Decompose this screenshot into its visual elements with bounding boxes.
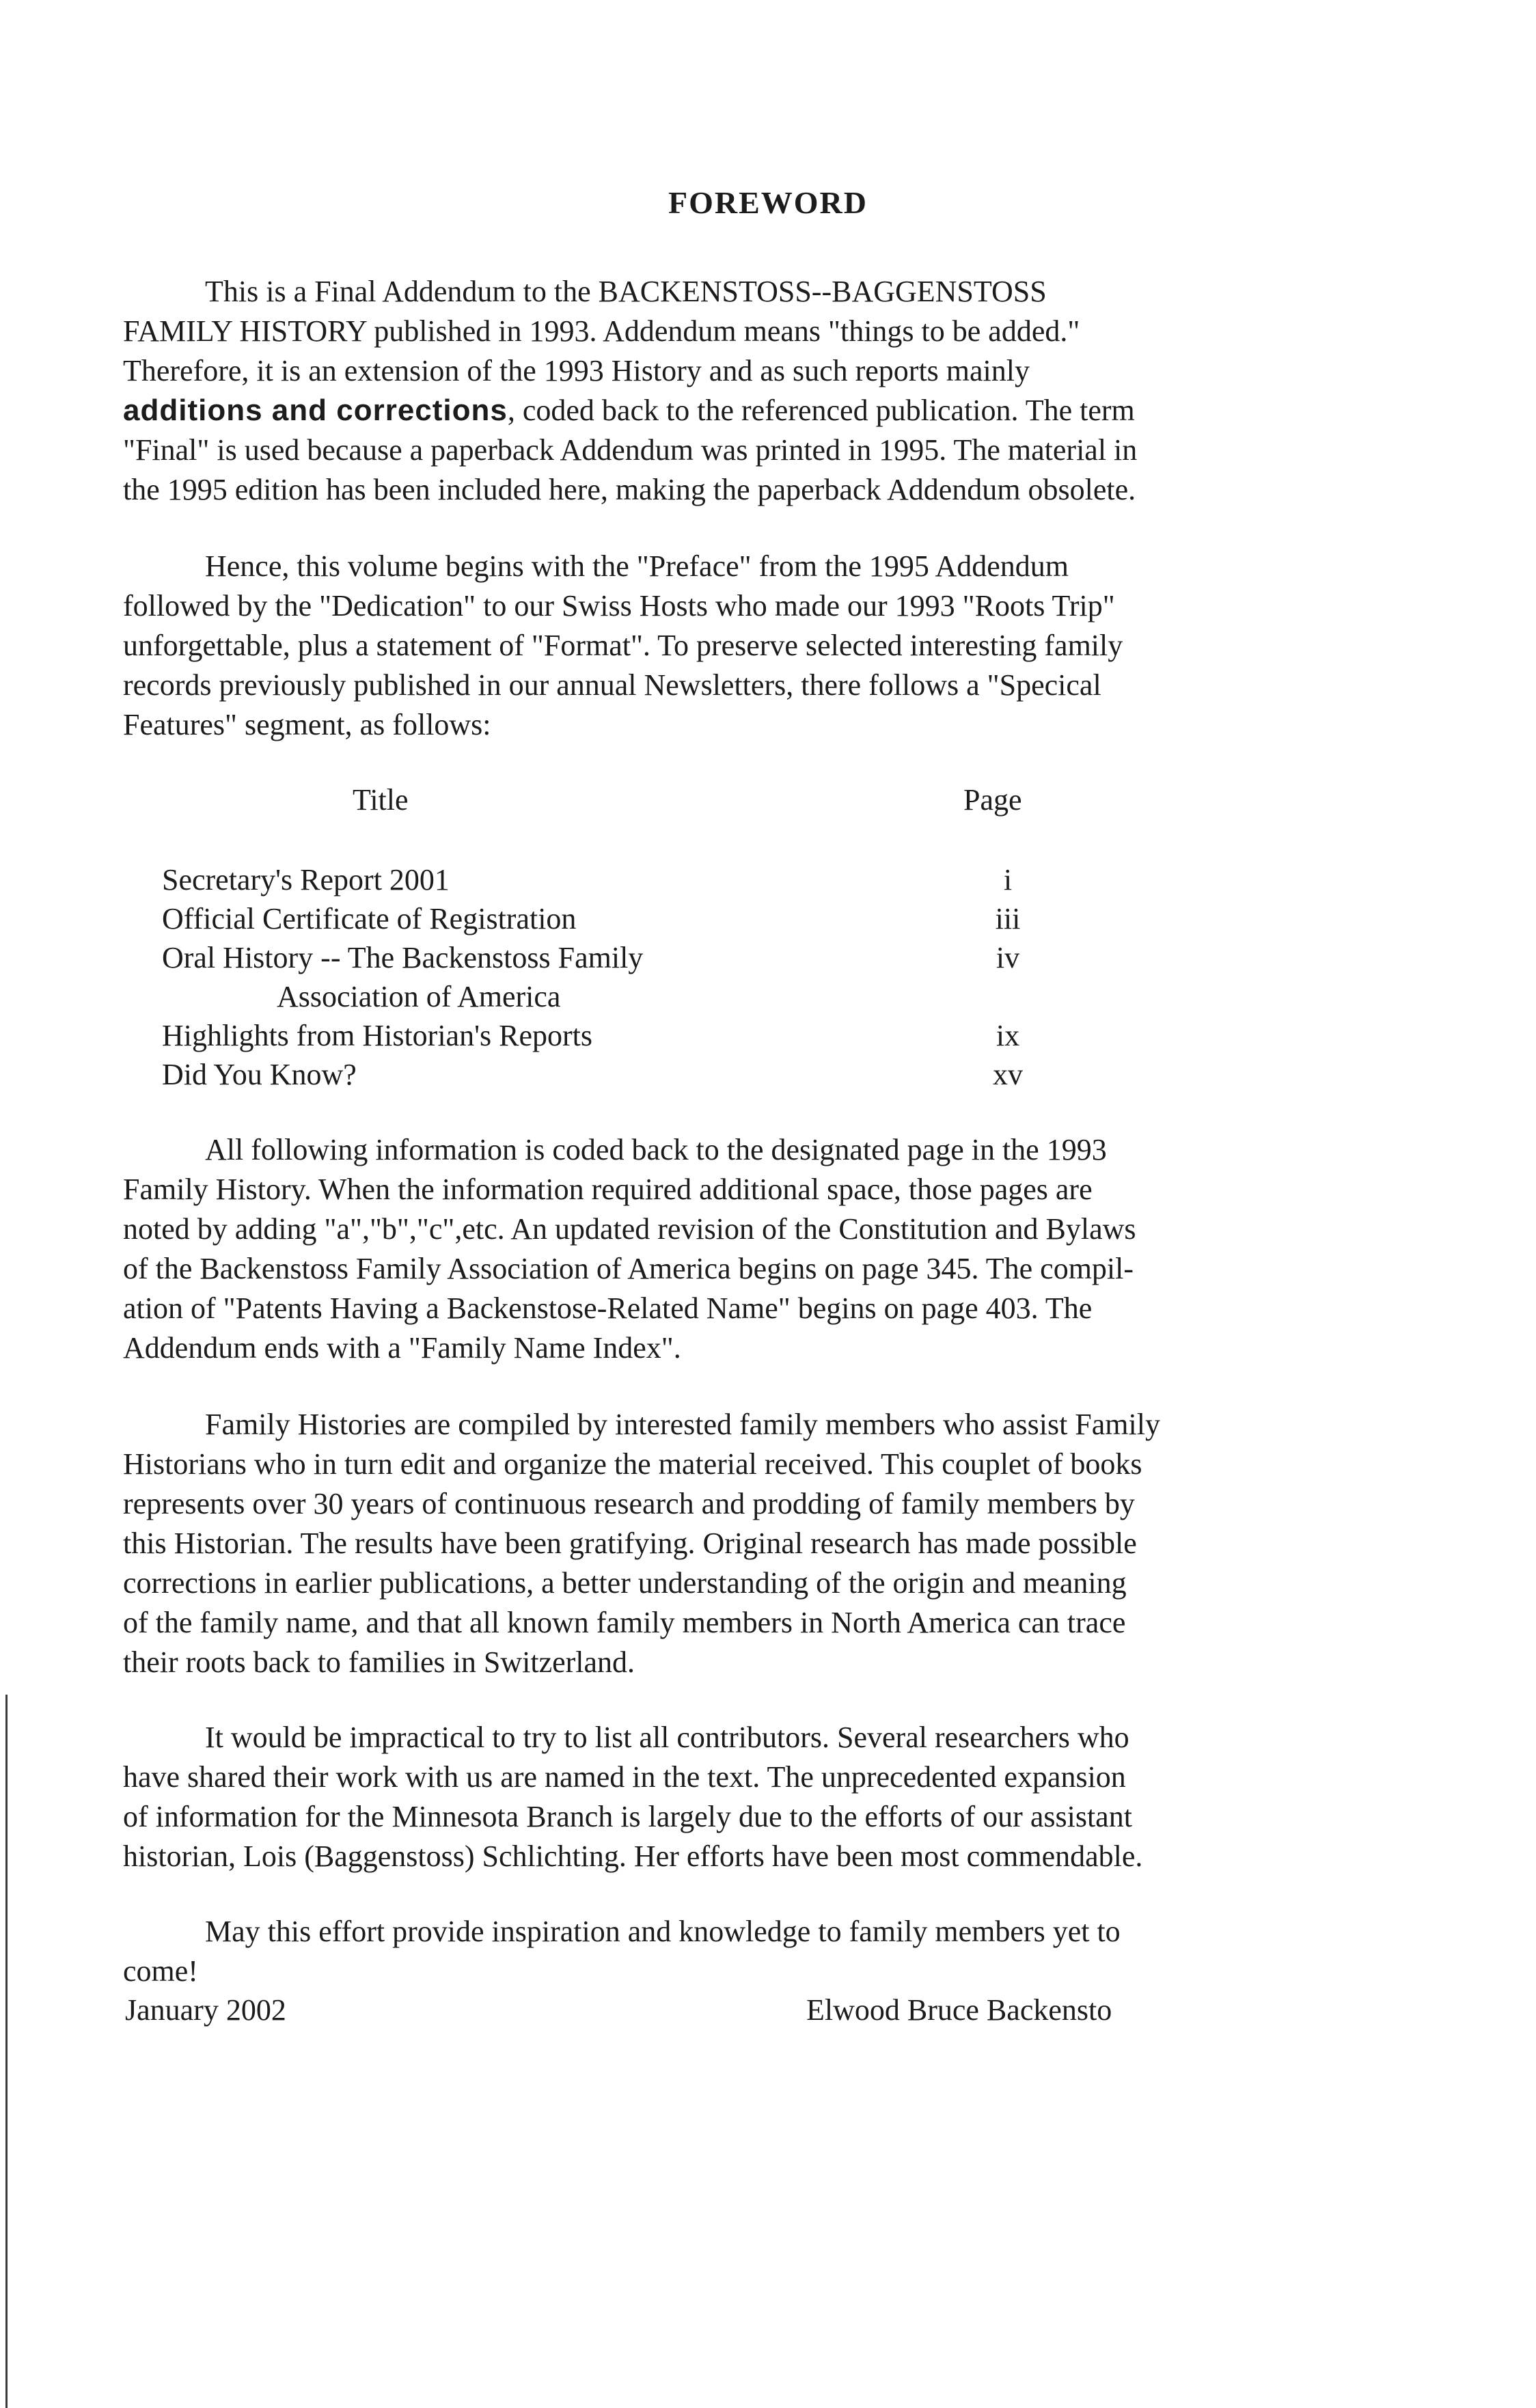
table-row [162,860,1050,899]
paragraph-line: of the Backenstoss Family Association of America begins on page 345. The compil- [123,1252,1134,1285]
paragraph-line: Features" segment, as follows: [123,708,491,741]
paragraph-line: ation of "Patents Having a Backenstose-Related Name" begins on page 403. The [123,1291,1093,1325]
paragraph-intro [123,272,1380,510]
table-row [162,1055,1050,1094]
row-title-continuation: Association of America [277,980,561,1013]
paragraph-closing [123,1912,1380,1991]
paragraph-histories [123,1405,1380,1682]
paragraph-line: their roots back to families in Switzerland. [123,1645,635,1679]
bold-phrase: additions and corrections [123,394,508,427]
paragraph-line: unforgettable, plus a statement of "Format". To preserve selected interesting family [123,629,1123,662]
table-row [162,938,1050,977]
paragraph-line-rest: , coded back to the referenced publication. The term [507,394,1135,427]
paragraph-line: Hence, this volume begins with the "Preface" from the 1995 Addendum [205,549,1069,583]
paragraph-line: "Final" is used because a paperback Addendum was printed in 1995. The material in [123,433,1138,467]
paragraph-line: the 1995 edition has been included here, making the paperback Addendum obsolete. [123,473,1136,506]
row-page: i [1003,863,1013,897]
table-header-page: Page [963,783,1022,817]
paragraph-coding [123,1130,1380,1368]
paragraph-line: followed by the "Dedication" to our Swiss Hosts who made our 1993 "Roots Trip" [123,589,1115,622]
paragraph-line: Addendum ends with a "Family Name Index". [123,1331,681,1365]
paragraph-contributors [123,1718,1380,1876]
paragraph-contents-intro [123,547,1380,745]
paragraph-line [123,391,1380,430]
paragraph-line: come! [123,1954,198,1988]
paragraph-line: FAMILY HISTORY published in 1993. Addendum means "things to be added." [123,314,1080,348]
table-row [162,977,1050,1016]
table-row [162,899,1050,938]
table-header-title: Title [353,783,409,817]
page-title: FOREWORD [668,185,868,220]
scan-edge-line [5,1695,8,2408]
paragraph-line: represents over 30 years of continuous research and prodding of family members by [123,1487,1135,1520]
row-page: iv [996,941,1020,974]
row-title: Did You Know? [162,1058,357,1091]
table-row [162,1016,1050,1055]
paragraph-line: Historians who in turn edit and organize the material received. This couplet of books [123,1447,1142,1481]
paragraph-line: Family Histories are compiled by interested family members who assist Family [205,1408,1160,1441]
paragraph-line: Family History. When the information required additional space, those pages are [123,1173,1093,1206]
row-title: Official Certificate of Registration [162,902,577,935]
paragraph-line: It would be impractical to try to list all contributors. Several researchers who [205,1721,1129,1754]
paragraph-line: All following information is coded back to the designated page in the 1993 [205,1133,1107,1166]
paragraph-line: corrections in earlier publications, a better understanding of the origin and meaning [123,1566,1127,1600]
signature-date: January 2002 [125,1993,286,2027]
paragraph-line: This is a Final Addendum to the BACKENSTOSS--BAGGENSTOSS [205,275,1047,308]
row-page: ix [996,1019,1020,1052]
row-title: Highlights from Historian's Reports [162,1019,593,1052]
row-page: xv [993,1058,1023,1091]
paragraph-line: noted by adding "a","b","c",etc. An updated revision of the Constitution and Bylaws [123,1212,1136,1246]
paragraph-line: have shared their work with us are named in the text. The unprecedented expansion [123,1760,1126,1794]
special-features-table [162,860,1050,1094]
paragraph-line: Therefore, it is an extension of the 1993 History and as such reports mainly [123,354,1030,387]
row-title: Secretary's Report 2001 [162,863,450,897]
row-title: Oral History -- The Backenstoss Family [162,941,644,974]
paragraph-line: historian, Lois (Baggenstoss) Schlichting. Her efforts have been most commendable. [123,1839,1143,1873]
signature-author: Elwood Bruce Backensto [806,1993,1112,2027]
paragraph-line: of information for the Minnesota Branch is largely due to the efforts of our assistant [123,1800,1132,1833]
paragraph-line: records previously published in our annual Newsletters, there follows a "Specical [123,668,1101,702]
paragraph-line: this Historian. The results have been gratifying. Original research has made possible [123,1527,1137,1560]
paragraph-line: May this effort provide inspiration and knowledge to family members yet to [205,1915,1121,1948]
row-page: iii [995,902,1021,935]
paragraph-line: of the family name, and that all known family members in North America can trace [123,1606,1126,1639]
